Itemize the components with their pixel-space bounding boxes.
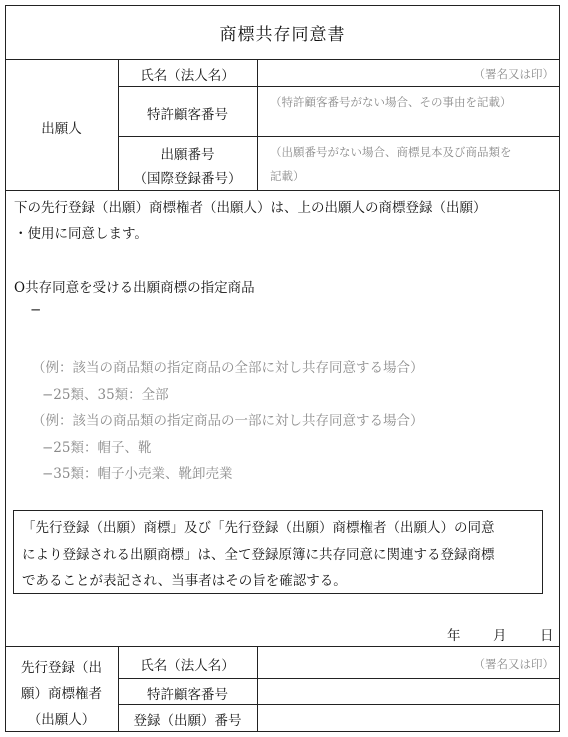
holder-customer-no-label: 特許顧客番号: [147, 687, 228, 703]
date-month-field[interactable]: 月: [493, 628, 507, 644]
example-2-label: （例：該当の商品類の指定商品の一部に対し共存同意する場合）: [32, 413, 424, 429]
applicant-name-field[interactable]: （署名又は印）: [473, 67, 554, 81]
applicant-label: 出願人: [41, 121, 82, 137]
divider: [5, 190, 560, 191]
consent-statement: 下の先行登録（出願）商標権者（出願人）は、上の出願人の商標登録（出願）: [14, 200, 487, 216]
application-no-label: 出願番号: [160, 147, 215, 163]
example-2-item-1: −25類：帽子、靴: [42, 440, 152, 456]
holder-name-field[interactable]: （署名又は印）: [473, 657, 554, 671]
example-1-item: −25類、35類：全部: [42, 387, 169, 403]
consent-statement-cont: ・使用に同意します。: [14, 226, 148, 242]
notice-text: 「先行登録（出願）商標」及び「先行登録（出願）商標権者（出願人）の同意: [22, 520, 495, 536]
date-day-field[interactable]: 日: [540, 628, 554, 644]
example-1-label: （例：該当の商品類の指定商品の全部に対し共存同意する場合）: [32, 360, 424, 376]
divider: [118, 136, 560, 137]
designated-goods-entry[interactable]: −: [30, 302, 42, 318]
form-title: 商標共存同意書: [219, 25, 346, 45]
holder-name-label: 氏名（法人名）: [140, 658, 235, 674]
application-no-field-cont: 記載）: [270, 169, 305, 183]
applicant-customer-no-field[interactable]: （特許顧客番号がない場合、その事由を記載）: [270, 95, 512, 109]
notice-text-cont: により登録される出願商標」は、全て登録原簿に共存同意に関連する登録商標: [22, 547, 495, 563]
holder-label-cont: （出願人）: [27, 712, 96, 728]
divider: [257, 59, 258, 190]
divider: [257, 646, 258, 732]
divider: [118, 678, 560, 679]
applicant-customer-no-label: 特許顧客番号: [147, 107, 228, 123]
divider: [5, 59, 560, 60]
notice-text-cont: であることが表記され、当事者はその旨を確認する。: [22, 573, 347, 589]
divider: [118, 704, 560, 705]
divider: [118, 86, 560, 87]
applicant-name-label: 氏名（法人名）: [140, 68, 235, 84]
holder-label: 先行登録（出: [21, 660, 102, 676]
holder-reg-no-label: 登録（出願）番号: [133, 713, 242, 729]
divider: [5, 646, 560, 647]
example-2-item-2: −35類：帽子小売業、靴卸売業: [42, 466, 233, 482]
intl-registration-no-label: （国際登録番号）: [133, 171, 242, 187]
application-no-field[interactable]: （出願番号がない場合、商標見本及び商品類を: [270, 145, 512, 159]
date-year-field[interactable]: 年: [447, 628, 461, 644]
designated-goods-heading: O共存同意を受ける出願商標の指定商品: [14, 280, 255, 296]
holder-label-cont: 願）商標権者: [21, 686, 102, 702]
